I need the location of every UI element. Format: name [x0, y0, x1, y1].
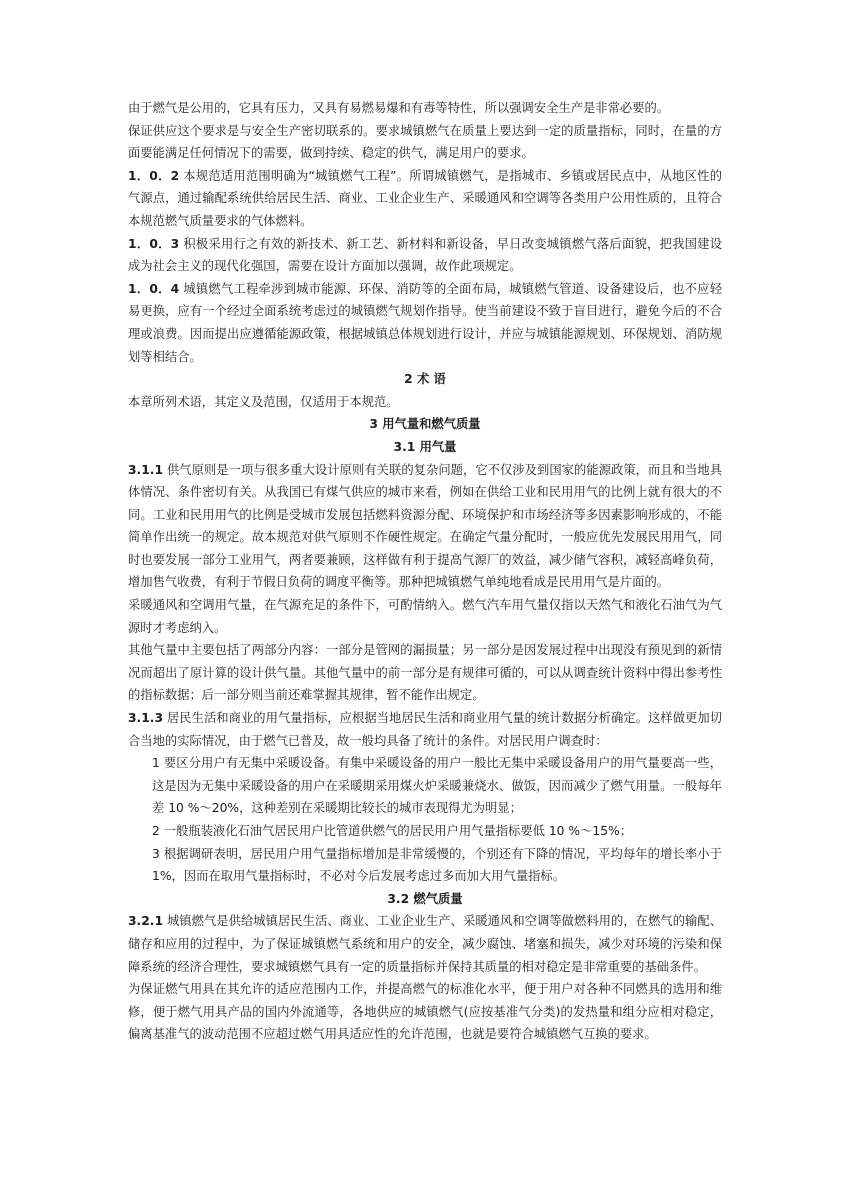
paragraph-text: 居民生活和商业的用气量指标，应根据当地居民生活和商业用气量的统计数据分析确定。这样做更加切合当地的实际情况，由于燃气已普及，故一般均具备了统计的条件。对居民用户调查时： — [128, 711, 722, 748]
section-heading — [128, 436, 722, 459]
paragraph — [128, 459, 722, 595]
paragraph-text: 3 用气量和燃气质量 — [369, 417, 481, 432]
paragraph — [128, 120, 722, 165]
paragraph-text: 积极采用行之有效的新技术、新工艺、新材料和新设备，早日改变城镇燃气落后面貌，把我国建设成为社会主义的现代化强国，需要在设计方面加以强调，故作此项规定。 — [128, 236, 722, 274]
paragraph-text: 保证供应这个要求是与安全生产密切联系的。要求城镇燃气在质量上要达到一定的质量指标，同时，在量的方面要能满足任何情况下的需要，做到持续、稳定的供气，满足用户的要求。 — [128, 123, 722, 161]
paragraph-text: 采暖通风和空调用气量，在气源充足的条件下，可酌情纳入。燃气汽车用气量仅指以天然气和液化石油气为气源时才考虑纳入。 — [128, 598, 722, 635]
chapter-heading — [128, 368, 722, 391]
paragraph-text: 3 根据调研表明，居民用户用气量指标增加是非常缓慢的，个别还有下降的情况，平均每年的增长率小于 1%，因而在取用气量指标时，不必对今后发展考虑过多而加大用气量指标。 — [152, 846, 722, 884]
paragraph-text: 供气原则是一项与很多重大设计原则有关联的复杂问题，它不仅涉及到国家的能源政策，而且和当地具体情况、条件密切有关。从我国已有煤气供应的城市来看，例如在供给工业和民用用气的比例上就有很大的不同。工业和民用用气的比例是受城市发展包括燃料资源分配、环境保护和市场经济等多因素影响形成的，不能简单作出统一的规定。故本规范对供气原则不作硬性规定。在确定气量分配时，一般应优先发展民用用气，同时也要发展一部分工业用气，两者要兼顾，这样做有利于提高气源厂的效益，减少储气容积，减轻高峰负荷，增加售气收费，有利于节假日负荷的调度平衡等。那种把城镇燃气单纯地看成是民用用气是片面的。 — [128, 462, 722, 590]
paragraph — [128, 165, 722, 233]
clause-number: 1．0．4 — [128, 281, 180, 296]
paragraph — [128, 752, 722, 820]
paragraph-text: 2 一般瓶装液化石油气居民用户比管道供燃气的居民用户用气量指标要低 10 %～15%； — [152, 824, 633, 838]
paragraph-text: 1 要区分用户有无集中采暖设备。有集中采暖设备的用户一般比无集中采暖设备用户的用气量要高一些，这是因为无集中采暖设备的用户在采暖期采用煤火炉采暖兼烧水、做饭，因而减少了燃气用量。一般每年差 10 %～20%，这种差别在采暖期比较长的城市表现得尤为明显； — [152, 756, 722, 816]
clause-number: 3.1.1 — [128, 462, 164, 477]
paragraph — [128, 820, 722, 843]
document-page — [128, 97, 722, 1046]
paragraph — [128, 594, 722, 639]
paragraph — [128, 978, 722, 1046]
paragraph — [128, 639, 722, 707]
paragraph-text: 3.1 用气量 — [393, 439, 457, 454]
paragraph-text: 3.2 燃气质量 — [387, 891, 463, 906]
paragraph-text: 城镇燃气工程牵涉到城市能源、环保、消防等的全面布局，城镇燃气管道、设备建设后，也不应轻易更换，应有一个经过全面系统考虑过的城镇燃气规划作指导。使当前建设不致于盲目进行，避免今后的不合理或浪费。因而提出应遵循能源政策，根据城镇总体规划进行设计，并应与城镇能源规划、环保规划、消防规划等相结合。 — [128, 281, 722, 364]
paragraph-text: 为保证燃气用具在其允许的适应范围内工作，并提高燃气的标准化水平，便于用户对各种不同燃具的选用和维修，便于燃气用具产品的国内外流通等，各地供应的城镇燃气(应按基准气分类)的发热量和组分应相对稳定，偏离基准气的波动范围不应超过燃气用具适应性的允许范围，也就是要符合城镇燃气互换的要求。 — [128, 982, 722, 1042]
clause-number: 1．0．3 — [128, 236, 180, 251]
paragraph — [128, 391, 722, 414]
clause-number: 3.2.1 — [128, 914, 164, 929]
paragraph — [128, 843, 722, 888]
clause-number: 1．0．2 — [128, 168, 180, 183]
paragraph-text: 由于燃气是公用的，它具有压力，又具有易燃易爆和有毒等特性，所以强调安全生产是非常必要的。 — [128, 101, 670, 115]
paragraph-text: 其他气量中主要包括了两部分内容：一部分是管网的漏损量；另一部分是因发展过程中出现没有预见到的新情况而超出了原计算的设计供气量。其他气量中的前一部分是有规律可循的，可以从调查统计资料中得出参考性的指标数据；后一部分则当前还难掌握其规律，暂不能作出规定。 — [128, 643, 722, 703]
paragraph — [128, 910, 722, 978]
paragraph-text: 城镇燃气是供给城镇居民生活、商业、工业企业生产、采暖通风和空调等做燃料用的，在燃气的输配、储存和应用的过程中，为了保证城镇燃气系统和用户的安全，减少腐蚀、堵塞和损失，减少对环境的污染和保障系统的经济合理性，要求城镇燃气具有一定的质量指标并保持其质量的相对稳定是非常重要的基础条件。 — [128, 914, 722, 974]
clause-number: 3.1.3 — [128, 711, 164, 726]
paragraph-text: 本规范适用范围明确为“城镇燃气工程”。所谓城镇燃气，是指城市、乡镇或居民点中，从地区性的气源点，通过输配系统供给居民生活、商业、工业企业生产、采暖通风和空调等各类用户公用性质的，且符合本规范燃气质量要求的气体燃料。 — [128, 168, 723, 228]
paragraph — [128, 707, 722, 752]
paragraph — [128, 278, 722, 368]
chapter-heading — [128, 413, 722, 436]
paragraph — [128, 233, 722, 278]
paragraph-text: 本章所列术语，其定义及范围，仅适用于本规范。 — [128, 394, 399, 409]
paragraph — [128, 97, 722, 120]
paragraph-text: 2 术 语 — [404, 372, 446, 387]
section-heading — [128, 888, 722, 911]
